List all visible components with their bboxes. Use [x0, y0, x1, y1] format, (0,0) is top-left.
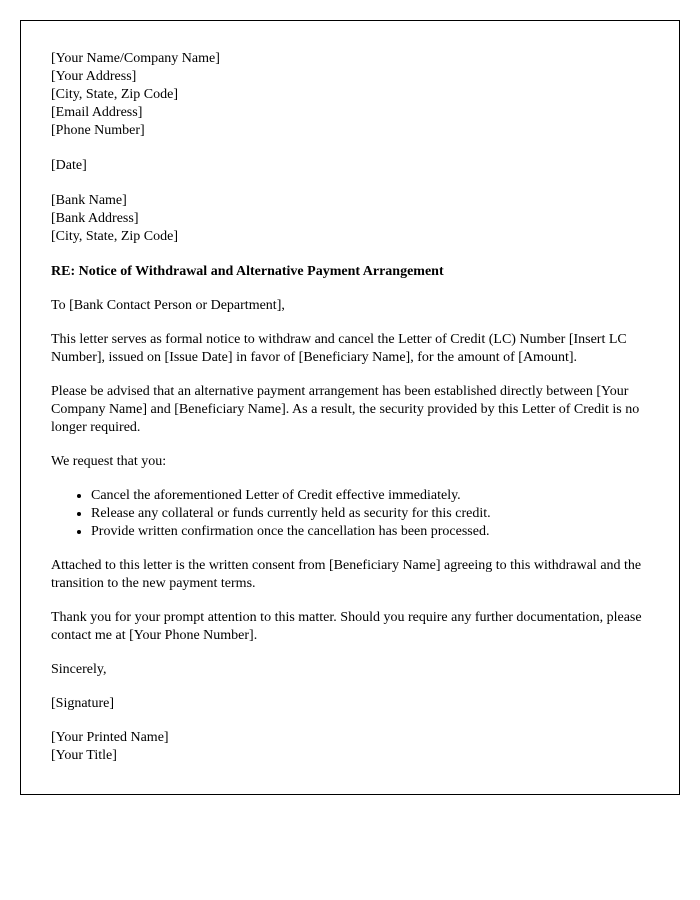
sender-city-state-zip: [City, State, Zip Code] — [51, 87, 179, 102]
paragraph-arrangement: Please be advised that an alternative payment arrangement has been established directly between [Your Company Name] and [Beneficiary Name]. As a result, the security provided by this Letter of Credit is no longer required. — [51, 384, 640, 435]
letter-date: [Date] — [51, 158, 87, 173]
paragraph-attachment: Attached to this letter is the written consent from [Beneficiary Name] agreeing to this withdrawal and the transition to the new payment terms. — [51, 558, 642, 591]
request-item-confirmation: • Provide written confirmation once the cancellation has been processed. — [91, 523, 649, 541]
paragraph-request-intro: We request that you: — [51, 454, 167, 469]
paragraph-thanks: Thank you for your prompt attention to this matter. Should you require any further documentation, please contact me at [Your Phone Number]. — [51, 610, 642, 643]
letter-page — [20, 20, 680, 795]
sender-name: [Your Name/Company Name] — [51, 51, 220, 66]
sender-email: [Email Address] — [51, 105, 143, 120]
sender-title: [Your Title] — [51, 748, 117, 763]
date-block — [51, 157, 649, 175]
paragraph-notice: This letter serves as formal notice to withdraw and cancel the Letter of Credit (LC) Number [Insert LC Number], issued on [Issue Date] in favor of [Beneficiary Name], for the amount of [Amount]. — [51, 332, 627, 365]
printed-name: [Your Printed Name] — [51, 730, 169, 745]
signature-block — [51, 729, 649, 765]
bank-city-state-zip: [City, State, Zip Code] — [51, 229, 179, 244]
request-item-release: • Release any collateral or funds currently held as security for this credit. — [91, 505, 649, 523]
bank-name: [Bank Name] — [51, 193, 127, 208]
subject-line: RE: Notice of Withdrawal and Alternative Payment Arrangement — [51, 264, 444, 279]
salutation: To [Bank Contact Person or Department], — [51, 298, 285, 313]
request-list — [51, 487, 649, 541]
signature-placeholder: [Signature] — [51, 696, 114, 711]
sender-address: [Your Address] — [51, 69, 137, 84]
sender-phone: [Phone Number] — [51, 123, 145, 138]
request-item-cancel: • Cancel the aforementioned Letter of Credit effective immediately. — [91, 487, 649, 505]
closing: Sincerely, — [51, 662, 107, 677]
recipient-address-block — [51, 192, 649, 246]
bank-address: [Bank Address] — [51, 211, 139, 226]
sender-address-block — [51, 50, 649, 140]
